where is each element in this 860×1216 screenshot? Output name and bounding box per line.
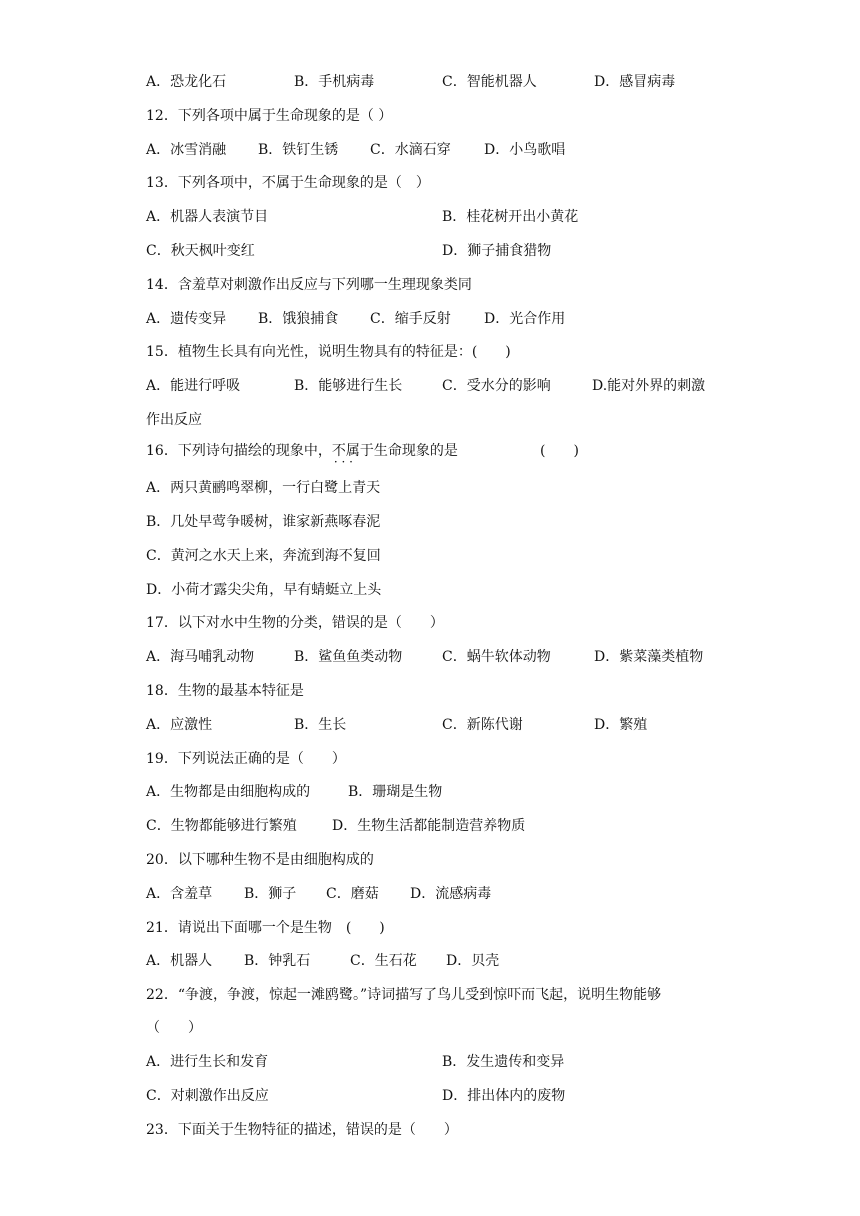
answer-option: D．贝壳 xyxy=(446,953,500,969)
answer-option: B．狮子 xyxy=(244,886,297,902)
answer-option: B．发生遗传和变异 xyxy=(442,1054,565,1070)
text-line: 21．请说出下面哪一个是生物 ( ) xyxy=(146,920,385,936)
answer-option: B．能够进行生长 xyxy=(294,378,403,394)
answer-option: C．新陈代谢 xyxy=(442,717,523,733)
answer-option: A．海马哺乳动物 xyxy=(146,649,255,665)
answer-option: A．冰雪消融 xyxy=(146,142,227,158)
answer-option: B．饿狼捕食 xyxy=(258,311,339,327)
answer-option: B．鲨鱼鱼类动物 xyxy=(294,649,403,665)
text-line: 13．下列各项中，不属于生命现象的是（ ） xyxy=(146,175,430,191)
answer-option: D．排出体内的废物 xyxy=(442,1088,566,1104)
option-row xyxy=(146,71,740,93)
answer-option: D．生物生活都能制造营养物质 xyxy=(332,818,526,834)
option-row xyxy=(146,950,740,972)
option-row xyxy=(146,815,740,837)
text-line: 12．下列各项中属于生命现象的是（ ） xyxy=(146,108,393,124)
text-line: 14．含羞草对刺激作出反应与下列哪一生理现象类同 xyxy=(146,277,472,293)
answer-option: D．感冒病毒 xyxy=(594,74,676,90)
option-row xyxy=(146,240,740,262)
answer-option: B．手机病毒 xyxy=(294,74,375,90)
answer-option: B．珊瑚是生物 xyxy=(348,784,443,800)
answer-option: A．含羞草 xyxy=(146,886,213,902)
option-row xyxy=(146,1085,740,1107)
answer-option: A．能进行呼吸 xyxy=(146,378,241,394)
option-row xyxy=(146,883,740,905)
text-line: 18．生物的最基本特征是 xyxy=(146,683,304,699)
question-text-part: 生命现象的是 xyxy=(373,443,458,459)
option-row xyxy=(146,139,740,161)
answer-option: D．光合作用 xyxy=(484,311,566,327)
answer-option: B．钟乳石 xyxy=(244,953,311,969)
answer-option: D．流感病毒 xyxy=(410,886,492,902)
answer-option: C．生石花 xyxy=(350,953,417,969)
emphasized-text: 不属于 · · · xyxy=(332,440,374,462)
answer-option: D．繁殖 xyxy=(594,717,648,733)
answer-option: A．机器人 xyxy=(146,953,213,969)
option-row xyxy=(146,308,740,330)
answer-option: C．受水分的影响 xyxy=(442,378,551,394)
text-line: B．几处早莺争暖树，谁家新燕啄春泥 xyxy=(146,514,381,530)
question-text-part: 16．下列诗句描绘的现象中， xyxy=(146,443,332,459)
option-row xyxy=(146,781,740,803)
text-line: C．黄河之水天上来，奔流到海不复回 xyxy=(146,548,381,564)
option-row xyxy=(146,714,740,736)
question-text xyxy=(146,440,740,462)
text-line: 作出反应 xyxy=(146,412,202,428)
answer-option: A．遗传变异 xyxy=(146,311,227,327)
answer-option: C．对刺激作出反应 xyxy=(146,1088,269,1104)
text-line: 15．植物生长具有向光性，说明生物具有的特征是：( ) xyxy=(146,344,511,360)
text-line: 17．以下对水中生物的分类，错误的是（ ） xyxy=(146,615,444,631)
answer-option: A．机器人表演节目 xyxy=(146,209,269,225)
answer-option: B．桂花树开出小黄花 xyxy=(442,209,579,225)
answer-option: C．缩手反射 xyxy=(370,311,451,327)
answer-option: A．生物都是由细胞构成的 xyxy=(146,784,311,800)
answer-blank: ( ) xyxy=(540,443,579,459)
option-row xyxy=(146,206,740,228)
answer-option: A．恐龙化石 xyxy=(146,74,227,90)
answer-option: D．紫菜藻类植物 xyxy=(594,649,704,665)
answer-option: D．小鸟歌唱 xyxy=(484,142,566,158)
text-line: 19．下列说法正确的是（ ） xyxy=(146,751,346,767)
text-line: 22．“争渡，争渡，惊起一滩鸥鹭。”诗词描写了鸟儿受到惊吓而飞起，说明生物能够 xyxy=(146,987,662,1003)
option-row xyxy=(146,646,740,668)
text-line: D．小荷才露尖尖角，早有蜻蜓立上头 xyxy=(146,582,382,598)
answer-option: C．水滴石穿 xyxy=(370,142,451,158)
answer-option: C．智能机器人 xyxy=(442,74,537,90)
answer-option: D．狮子捕食猎物 xyxy=(442,243,552,259)
option-row xyxy=(146,1051,740,1073)
option-row xyxy=(146,375,740,397)
answer-option: D.能对外界的刺激 xyxy=(592,378,706,394)
answer-option: B．生长 xyxy=(294,717,347,733)
answer-option: C．秋天枫叶变红 xyxy=(146,243,255,259)
text-line: 20．以下哪种生物不是由细胞构成的 xyxy=(146,852,374,868)
answer-option: A．进行生长和发育 xyxy=(146,1054,269,1070)
text-line: （ ） xyxy=(146,1020,202,1036)
text-line: A．两只黄鹂鸣翠柳，一行白鹭上青天 xyxy=(146,480,381,496)
answer-option: B．铁钉生锈 xyxy=(258,142,339,158)
text-line: 23．下面关于生物特征的描述，错误的是（ ） xyxy=(146,1122,458,1138)
answer-option: A．应激性 xyxy=(146,717,213,733)
answer-option: C．蜗牛软体动物 xyxy=(442,649,551,665)
answer-option: C．生物都能够进行繁殖 xyxy=(146,818,297,834)
answer-option: C．磨菇 xyxy=(326,886,379,902)
